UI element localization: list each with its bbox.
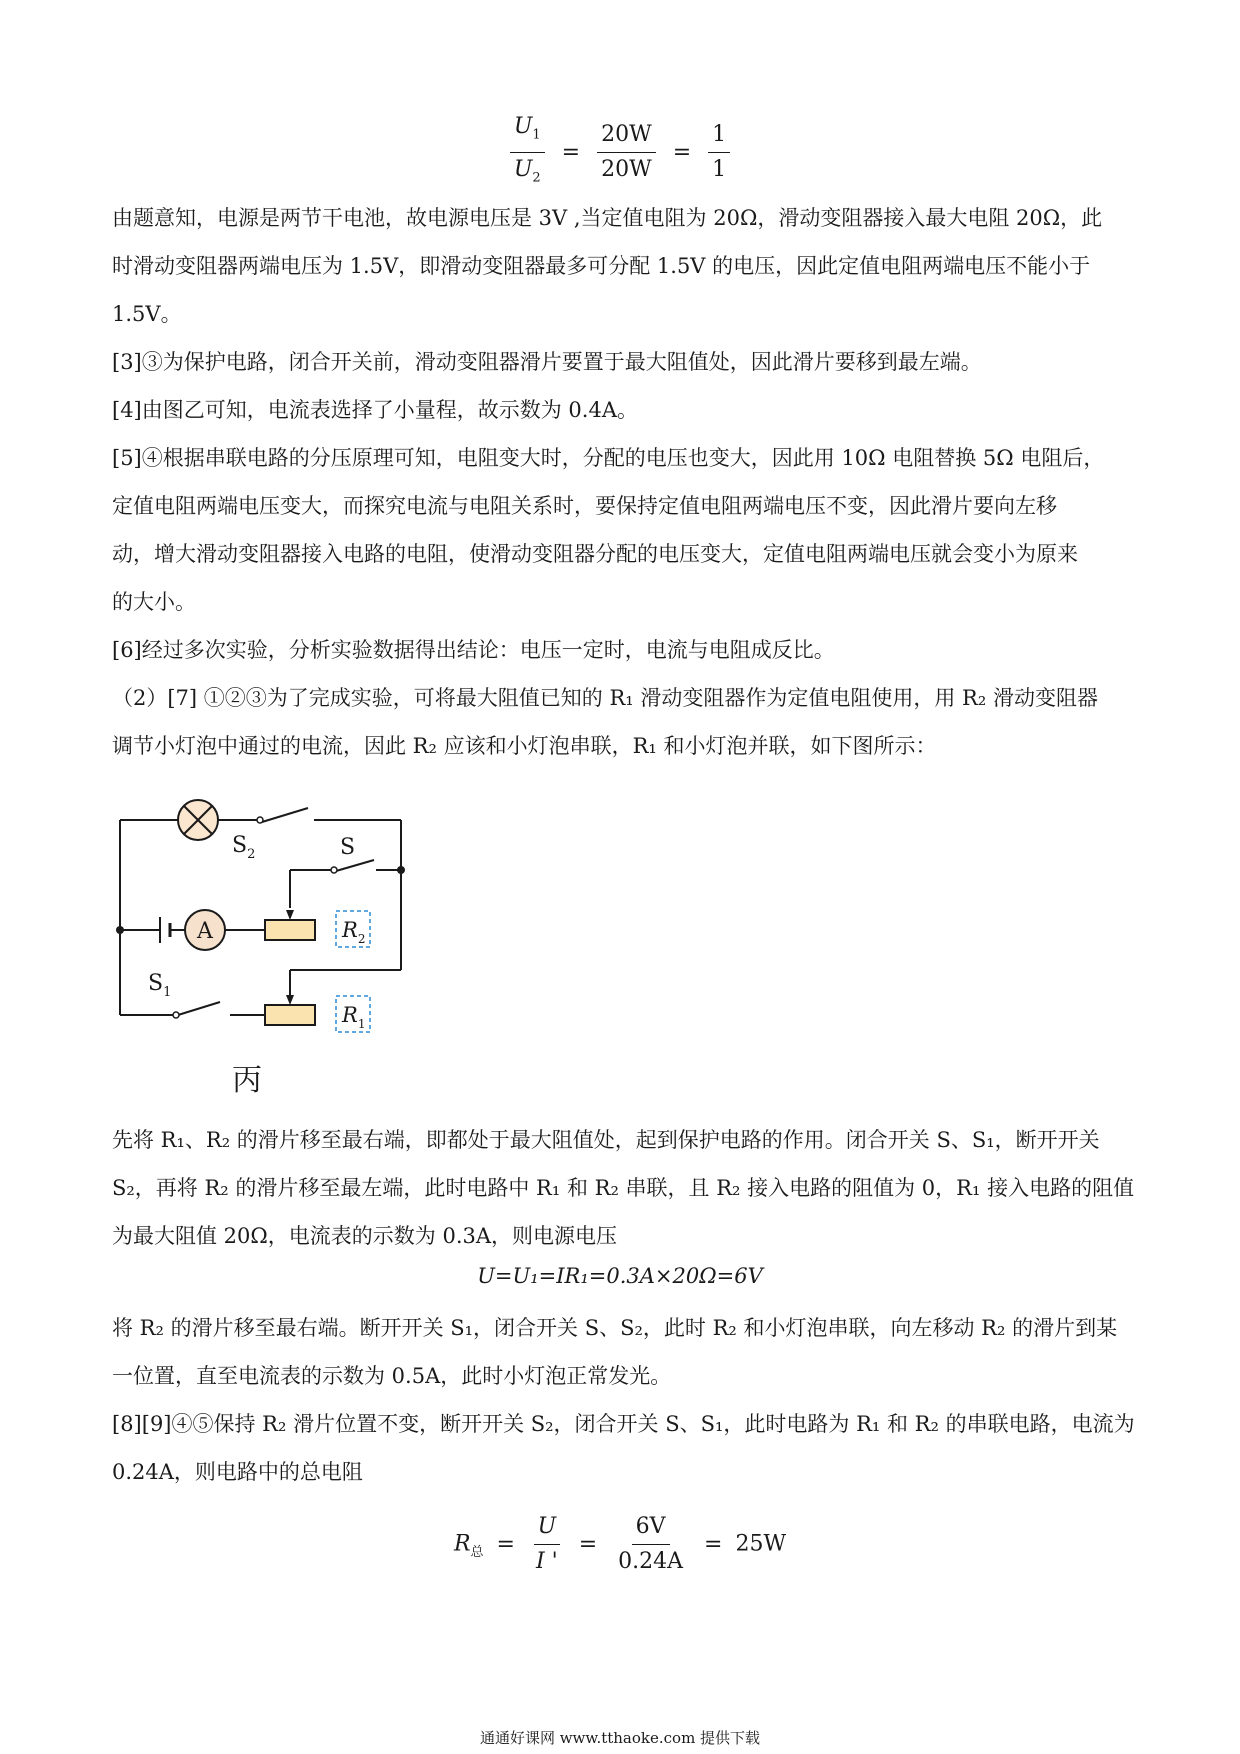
s2-label: $S_2$ (232, 833, 256, 862)
page-footer: 通通好课网 www.tthaoke.com 提供下载 (479, 1729, 761, 1747)
s-label: S (340, 835, 356, 860)
s1-label: $S_1$ (148, 971, 172, 1000)
paragraph-step-5: [5]④根据串联电路的分压原理可知，电阻变大时，分配的电压也变大，因此用 10Ω 电阻替换 5Ω 电阻后， 定值电阻两端电压变大，而探究电流与电阻关系时，要保持定值电阻两端电压不变，因此滑片要向左移 动，增大滑动变阻器接入电路的电阻，使滑动变阻器分配的电压变大，定值电阻两端电压就会变小为原来 的大小。 (112, 446, 1105, 614)
formula-voltage-ratio: $\frac{U_1}{U_2}$ = $\frac{20W}{20W}$ = $\frac{1}{1}$ (0, 112, 1240, 194)
paragraph-procedure-1: 先将 R₁、R₂ 的滑片移至最右端，即都处于最大阻值处，起到保护电路的作用。闭合开关 S、S₁，断开开关 S₂，再将 R₂ 的滑片移至最左端，此时电路中 R₁ 和 R₂ 串联，且 R₂ 接入电路的阻值为 0，R₁ 接入电路的阻值 为最大阻值 20Ω，电流表的示数为 0.3A，则电源电压 (112, 1128, 1135, 1248)
paragraph-procedure-2: 将 R₂ 的滑片移至最右端。断开开关 S₁，闭合开关 S、S₂，此时 R₂ 和小灯泡串联，向左移动 R₂ 的滑片到某 一位置，直至电流表的示数为 0.5A，此时小灯泡正常发光。 (112, 1316, 1118, 1388)
rheostat-r2 (265, 920, 315, 940)
figure-label: 丙 (232, 1063, 262, 1098)
lamp-symbol (178, 800, 218, 840)
paragraph-step-8-9: [8][9]④⑤保持 R₂ 滑片位置不变，断开开关 S₂，闭合开关 S、S₁，此时电路为 R₁ 和 R₂ 的串联电路，电流为 0.24A，则电路中的总电阻 (112, 1412, 1135, 1484)
rheostat-r1 (265, 1005, 315, 1025)
paragraph-step-6: [6]经过多次实验，分析实验数据得出结论：电压一定时，电流与电阻成反比。 (112, 638, 835, 662)
paragraph-part-2: （2）[7] ①②③为了完成实验，可将最大阻值已知的 R₁ 滑动变阻器作为定值电阻使用，用 R₂ 滑动变阻器 调节小灯泡中通过的电流，因此 R₂ 应该和小灯泡串联，R₁ 和小灯泡并联，如下图所示： (112, 686, 1098, 758)
formula-total-resistance: $R_总$ = $\frac{U}{I '}$ = $\frac{6V}{0.24A}$ = 25W (453, 1514, 787, 1574)
formula-source-voltage: U=U₁=IR₁=0.3A×20Ω=6V (477, 1264, 763, 1288)
paragraph-step-3: [3]③为保护电路，闭合开关前，滑动变阻器滑片要置于最大阻值处，因此滑片要移到最左端。 (112, 350, 982, 374)
ammeter-symbol (185, 910, 225, 950)
circuit-diagram (100, 780, 420, 1040)
paragraph-step-4: [4]由图乙可知，电流表选择了小量程，故示数为 0.4A。 (112, 398, 638, 422)
paragraph-voltage-analysis: 由题意知，电源是两节干电池，故电源电压是 3V ,当定值电阻为 20Ω，滑动变阻器接入最大电阻 20Ω，此 时滑动变阻器两端电压为 1.5V，即滑动变阻器最多可分配 1.5V 的电压，因此定值电阻两端电压不能小于 1.5V。 (112, 206, 1103, 326)
r2-label: $R_2$ (342, 918, 366, 946)
ammeter-label: A (197, 919, 213, 944)
r1-label: $R_1$ (342, 1003, 366, 1031)
